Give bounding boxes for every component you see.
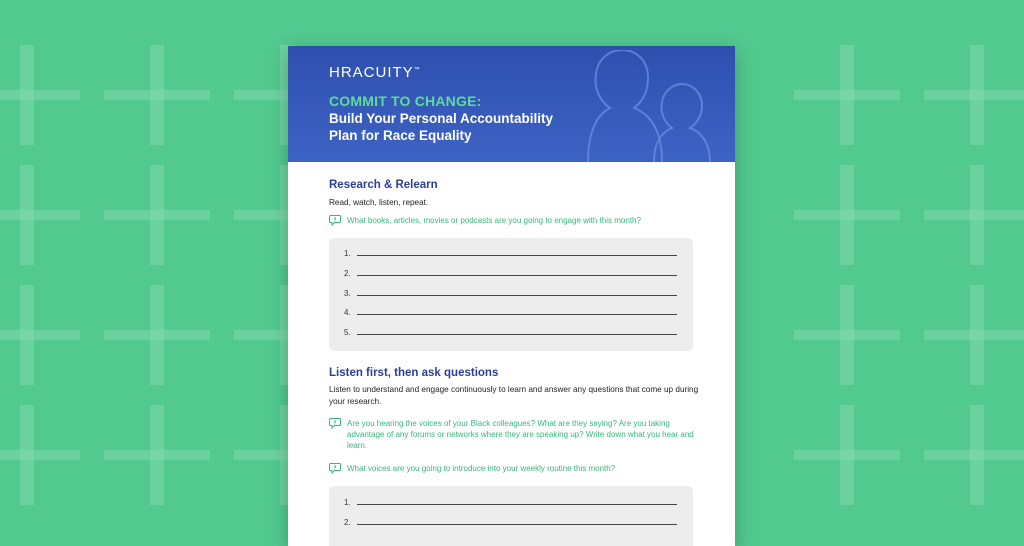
svg-text:?: ? [333,217,337,224]
pattern-mark [0,450,80,460]
speech-bubble-question-icon [329,214,341,226]
document-header [288,46,735,162]
question-research-1: ? What books, articles, movies or podcasts are you going to engage with this month? [329,215,641,226]
speech-bubble-question-icon [329,462,341,474]
pattern-mark [924,90,1024,100]
answer-line[interactable]: 1. [344,498,677,507]
pattern-mark [0,210,80,220]
section-intro-research: Read, watch, listen, repeat. [329,198,429,207]
pattern-mark [104,450,210,460]
pattern-mark [0,330,80,340]
document-title: Build Your Personal Accountability Plan for Race Equality [329,111,554,143]
pattern-mark [794,330,900,340]
pattern-mark [104,210,210,220]
section-title-research: Research & Relearn [329,179,438,191]
answer-line[interactable]: 2. [344,269,677,278]
answer-box-listen [329,486,693,546]
question-listen-1: ? Are you hearing the voices of your Black colleagues? What are they saying? Are you taking advantage of any forums or networks where they are speaking up? Write down what you hear and learn. [329,418,701,451]
hracuity-logo: HRACUITY™ [329,64,421,81]
question-listen-2: ? What voices are you going to introduce into your weekly routine this month? [329,463,701,474]
pattern-mark [924,330,1024,340]
pattern-mark [104,90,210,100]
pattern-mark [924,210,1024,220]
pattern-mark [0,90,80,100]
pattern-mark [104,330,210,340]
answer-line[interactable]: 4. [344,308,677,317]
pattern-mark [794,450,900,460]
pattern-mark [794,90,900,100]
answer-box-research [329,238,693,351]
speech-bubble-question-icon [329,417,341,429]
pattern-mark [794,210,900,220]
answer-line[interactable]: 3. [344,289,677,298]
pattern-mark [924,450,1024,460]
svg-text:?: ? [333,420,337,427]
people-silhouette-icon [558,50,735,162]
answer-line[interactable]: 1. [344,249,677,258]
header-kicker: COMMIT TO CHANGE: [329,93,482,109]
svg-text:?: ? [333,465,337,472]
worksheet-document [288,46,735,546]
section-intro-listen: Listen to understand and engage continuously to learn and answer any questions that come up during your research. [329,385,699,406]
section-title-listen: Listen first, then ask questions [329,367,499,379]
answer-line[interactable]: 2. [344,518,677,527]
answer-line[interactable]: 5. [344,328,677,337]
